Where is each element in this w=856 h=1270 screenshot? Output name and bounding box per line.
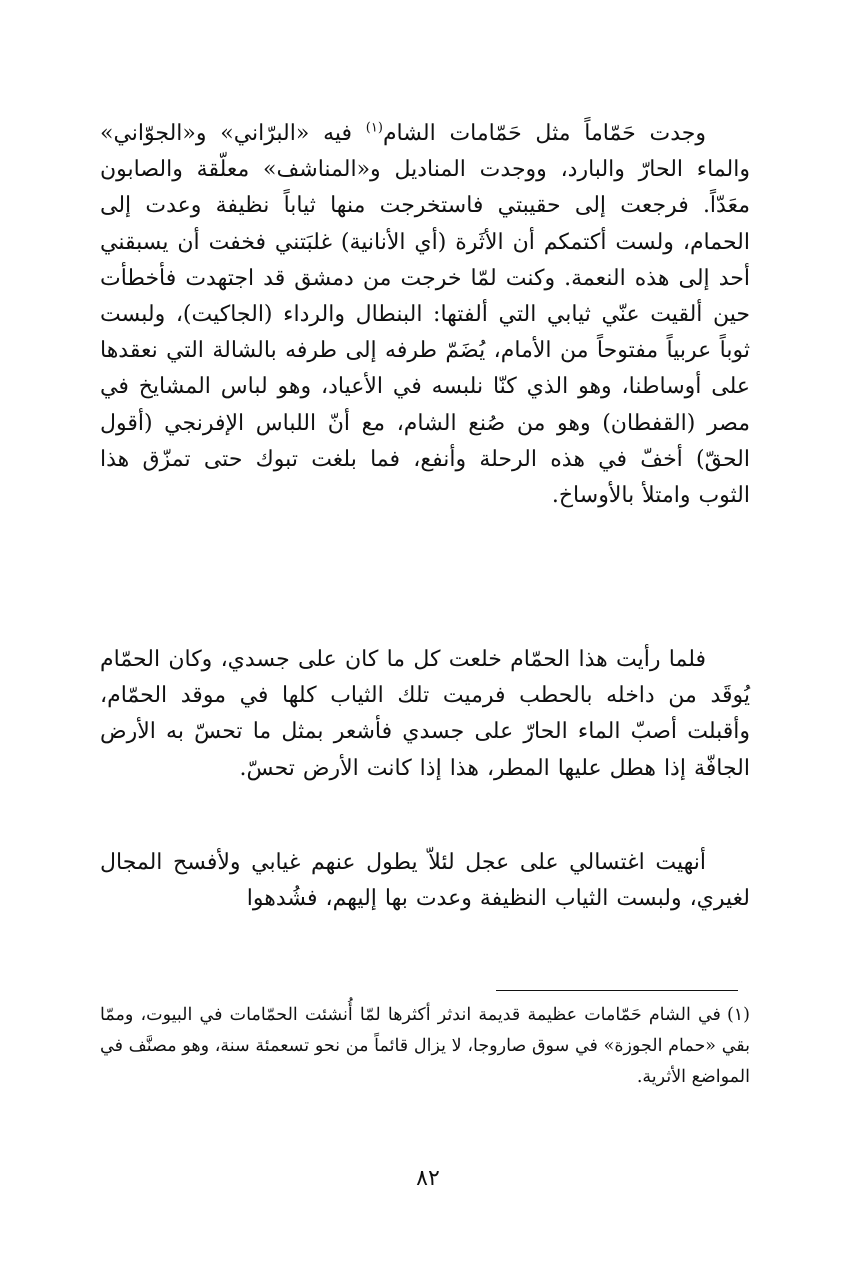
footnote-separator	[496, 990, 738, 991]
paragraph-1-text-start: وجدت حَمّاماً مثل حَمّامات الشام	[382, 121, 706, 146]
paragraph-1	[100, 116, 750, 514]
page-number: ٨٢	[416, 1166, 440, 1191]
footnote-number: (١)	[726, 1005, 750, 1025]
footnote-reference[interactable]: (١)	[365, 120, 383, 136]
paragraph-3: أنهيت اغتسالي على عجل لئلاّ يطول عنهم غيابي ولأفسح المجال لغيري، ولبست الثياب النظيفة وعدت بها إليهم، فشُدهوا	[100, 850, 750, 912]
paragraph-2: فلما رأيت هذا الحمّام خلعت كل ما كان على جسدي، وكان الحمّام يُوقَد من داخله بالحطب فرميت تلك الثياب كلها في موقد الحمّام، وأقبلت أصبّ الماء الحارّ على جسدي فأشعر بمثل ما تحسّ به الأرض الجافّة إذا هطل عليها المطر، هذا إذا كانت الأرض تحسّ.	[100, 647, 750, 781]
paragraph-1-text-rest: فيه «البرّاني» و«الجوّاني» والماء الحارّ والبارد، ووجدت المناديل و«المناشف» معلّقة والصابون معَدّاً. فرجعت إلى حقيبتي فاستخرجت منها ثياباً نظيفة وعدت إلى الحمام، ولست أكتمكم أن الأثَرة (أي الأنانية) غلبَتني فخفت أن يسبقني أحد إلى هذه النعمة. وكنت لمّا خرجت من دمشق قد اجتهدت فأخطأت حين ألقيت عنّي ثيابي التي ألفتها: البنطال والرداء (الجاكيت)، ولبست ثوباً عربياً مفتوحاً من الأمام، يُضَمّ طرفه إلى طرفه بالشالة التي نعقدها على أوساطنا، وهو الذي كنّا نلبسه في الأعياد، وهو لباس المشايخ في مصر (القفطان) وهو من صُنع الشام، مع أنّ اللباس الإفرنجي (أقول الحقّ) أخفّ في هذه الرحلة وأنفع، فما بلغت تبوك حتى تمزّق هذا الثوب وامتلأ بالأوساخ.	[100, 121, 750, 509]
footnote-text: في الشام حَمّامات عظيمة قديمة اندثر أكثرها لمّا أُنشئت الحمّامات في البيوت، وممّا بقي «حمام الجوزة» في سوق صاروجا، لا يزال قائماً من نحو تسعمئة سنة، وهو مصنَّف في المواضع الأثرية.	[100, 1005, 750, 1087]
footnote	[100, 1000, 750, 1093]
